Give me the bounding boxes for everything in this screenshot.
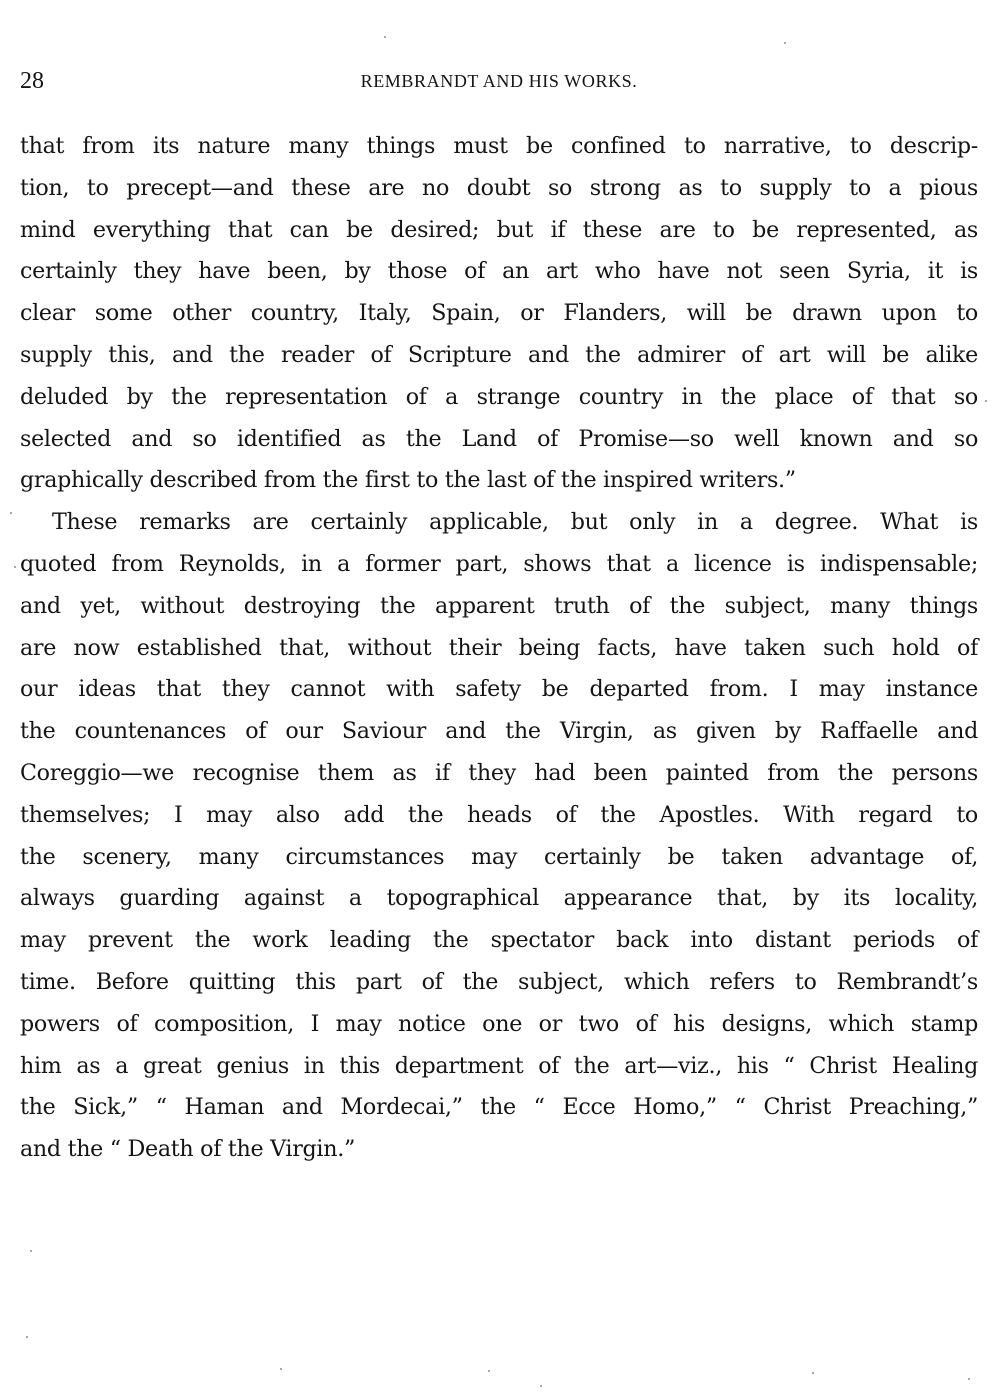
text-line: the Sick,” “ Haman and Mordecai,” the “ Ecce Homo,” “ Christ Preaching,”: [20, 1094, 978, 1121]
text-line: always guarding against a topographical appearance that, by its locality,: [20, 885, 978, 912]
page-header: [20, 66, 978, 96]
text-line: deluded by the representation of a strange country in the place of that so: [20, 383, 978, 410]
text-line: Coreggio—we recognise them as if they had been painted from the persons: [20, 759, 978, 786]
text-line: themselves; I may also add the heads of the Apostles. With regard to: [20, 801, 978, 828]
paragraph-1: [20, 126, 978, 502]
text-line: that from its nature many things must be confined to narrative, to descrip-: [20, 133, 978, 159]
text-line: and yet, without destroying the apparent truth of the subject, many things: [20, 592, 978, 619]
text-line: the scenery, many circumstances may certainly be taken advantage of,: [20, 843, 978, 870]
scan-speck: [985, 400, 987, 402]
scan-speck: [14, 566, 16, 568]
text-line: our ideas that they cannot with safety be departed from. I may instance: [20, 676, 978, 703]
scan-speck: [384, 36, 386, 38]
scan-speck: [812, 1372, 814, 1374]
scan-speck: [26, 1336, 28, 1338]
text-line: graphically described from the first to the last of the inspired writers.”: [20, 467, 796, 494]
text-line: time. Before quitting this part of the subject, which refers to Rembrandt’s: [20, 968, 978, 995]
text-line: quoted from Reynolds, in a former part, shows that a licence is indispensable;: [20, 550, 978, 577]
text-line: the countenances of our Saviour and the Virgin, as given by Raffaelle and: [20, 718, 978, 745]
scan-speck: [540, 1385, 542, 1387]
running-title: REMBRANDT AND HIS WORKS.: [360, 71, 638, 91]
text-line: tion, to precept—and these are no doubt so strong as to supply to a pious: [20, 174, 978, 201]
text-line: supply this, and the reader of Scripture and the admirer of art will be alike: [20, 341, 978, 368]
scan-speck: [280, 1368, 282, 1370]
scan-speck: [30, 1250, 32, 1252]
paragraph-2: [20, 502, 978, 1171]
text-line: him as a great genius in this department of the art—viz., his “ Christ Healing: [20, 1052, 978, 1079]
text-line: selected and so identified as the Land of Promise—so well known and so: [20, 425, 978, 452]
page-number: 28: [20, 68, 44, 94]
scan-speck: [10, 512, 12, 514]
text-line: These remarks are certainly applicable, but only in a degree. What is: [52, 509, 978, 536]
text-line: powers of composition, I may notice one or two of his designs, which stamp: [20, 1010, 978, 1037]
text-line: may prevent the work leading the spectator back into distant periods of: [20, 927, 978, 954]
text-line: mind everything that can be desired; but if these are to be represented, as: [20, 216, 978, 243]
body-text: [20, 126, 978, 1171]
text-line: certainly they have been, by those of an art who have not seen Syria, it is: [20, 258, 978, 285]
scan-speck: [968, 1378, 970, 1380]
text-line: are now established that, without their being facts, have taken such hold of: [20, 634, 978, 661]
scan-speck: [784, 42, 786, 44]
text-line: and the “ Death of the Virgin.”: [20, 1136, 355, 1163]
text-line: clear some other country, Italy, Spain, or Flanders, will be drawn upon to: [20, 300, 978, 327]
scan-speck: [488, 1370, 490, 1372]
